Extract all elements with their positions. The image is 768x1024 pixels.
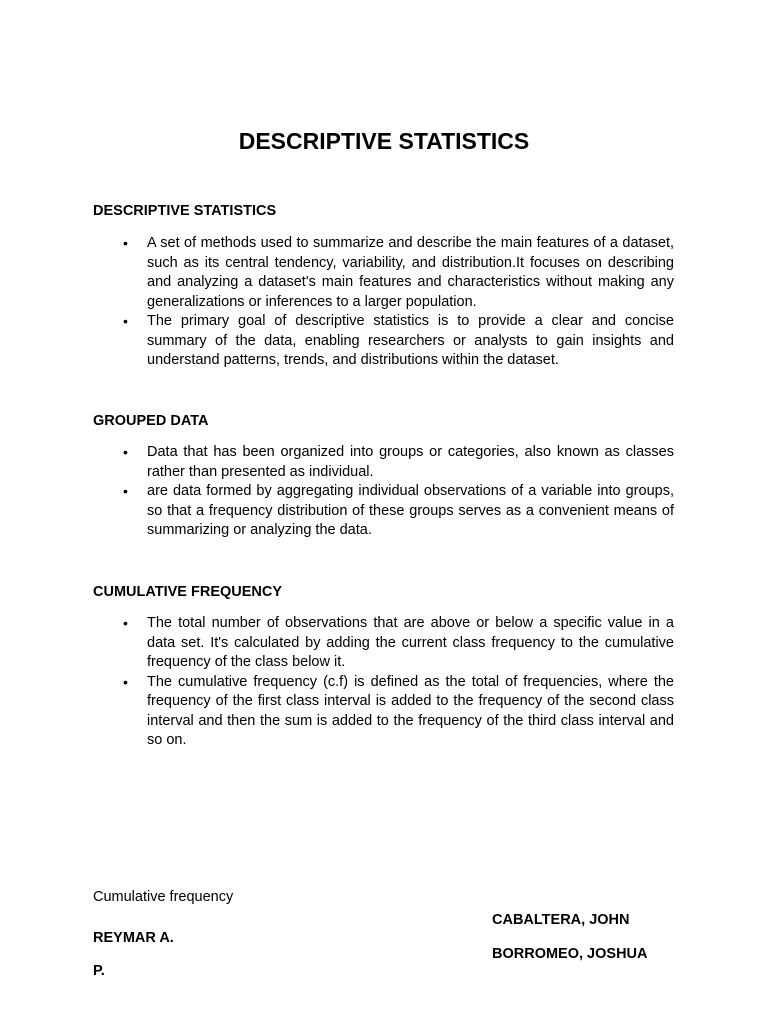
bullet-icon: • <box>123 444 128 460</box>
list-item <box>93 312 674 371</box>
section-heading-cumulative-frequency: CUMULATIVE FREQUENCY <box>93 584 283 600</box>
section-heading-descriptive-statistics: DESCRIPTIVE STATISTICS <box>93 203 277 219</box>
bullet-icon: • <box>123 615 128 631</box>
list-item <box>93 234 674 312</box>
author-name: REYMAR A. <box>93 930 174 946</box>
bullet-list-descriptive-statistics <box>93 234 674 371</box>
list-item <box>93 614 674 673</box>
footer-caption: Cumulative frequency <box>93 889 234 905</box>
author-name: P. <box>93 963 105 979</box>
bullet-icon: • <box>123 235 128 251</box>
page-title: DESCRIPTIVE STATISTICS <box>238 128 530 154</box>
bullet-list-grouped-data <box>93 443 674 541</box>
bullet-text: The cumulative frequency (c.f) is defined as the total of frequencies, where the frequency of the first class interval is added to the frequency of the second class interval and then the sum is added to the frequency of the third class interval and so on. <box>147 673 674 748</box>
bullet-text: A set of methods used to summarize and describe the main features of a dataset, such as its central tendency, variability, and distribution.It focuses on describing and analyzing a dataset's main features and characteristics without making any generalizations or inferences to a larger population. <box>147 235 674 310</box>
bullet-text: are data formed by aggregating individual observations of a variable into groups, so that a frequency distribution of these groups serves as a convenient means of summarizing or analyzing the data. <box>147 483 674 538</box>
bullet-icon: • <box>123 483 128 499</box>
list-item <box>93 443 674 482</box>
section-heading-grouped-data: GROUPED DATA <box>93 413 209 429</box>
list-item <box>93 673 674 751</box>
list-item <box>93 482 674 541</box>
author-name: BORROMEO, JOSHUA <box>492 946 648 962</box>
author-name: CABALTERA, JOHN <box>492 912 630 928</box>
bullet-text: Data that has been organized into groups or categories, also known as classes rather than presented as individual. <box>147 444 674 480</box>
bullet-text: The primary goal of descriptive statistics is to provide a clear and concise summary of the data, enabling researchers or analysts to gain insights and understand patterns, trends, and distributions within the dataset. <box>147 313 674 368</box>
bullet-list-cumulative-frequency <box>93 614 674 751</box>
bullet-icon: • <box>123 673 128 690</box>
bullet-icon: • <box>123 313 128 329</box>
bullet-text: The total number of observations that are above or below a specific value in a data set. It's calculated by adding the current class frequency to the cumulative frequency of the class below it. <box>147 615 674 670</box>
